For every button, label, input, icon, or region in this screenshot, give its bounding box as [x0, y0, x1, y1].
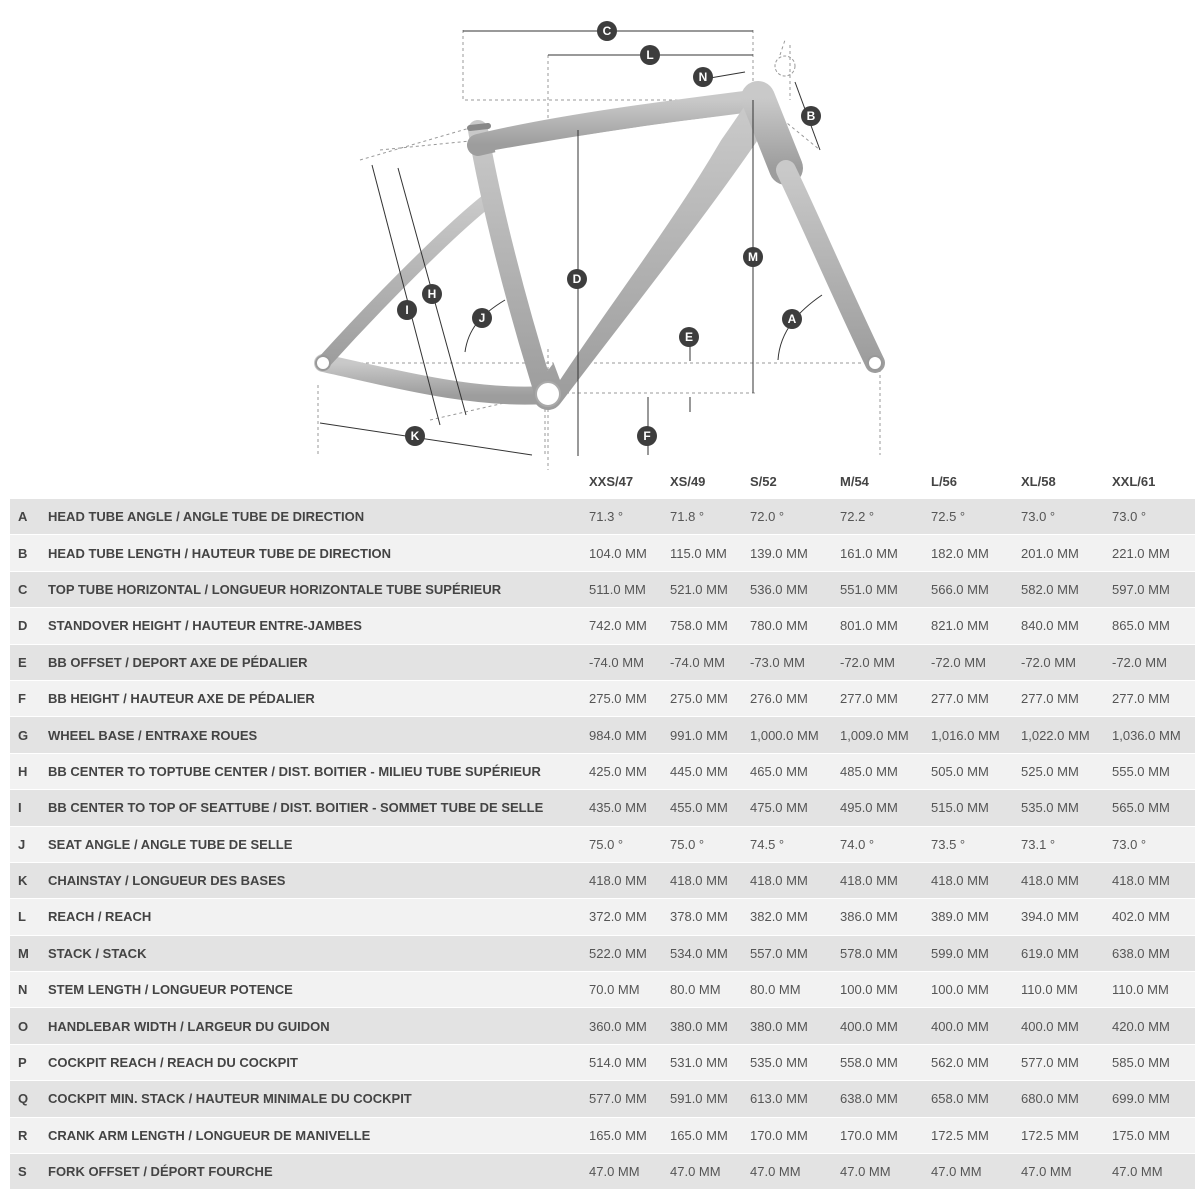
label-n: [693, 67, 713, 87]
row-value: -73.0 MM: [750, 644, 840, 680]
table-row: [10, 1044, 1195, 1080]
row-value: 1,000.0 MM: [750, 717, 840, 753]
label-e: [679, 327, 699, 347]
row-value: 699.0 MM: [1112, 1081, 1195, 1117]
row-value: 511.0 MM: [589, 571, 670, 607]
size-header: XS/49: [670, 473, 706, 489]
table-row: [10, 790, 1195, 826]
row-letter: D: [10, 608, 48, 644]
row-value: 418.0 MM: [840, 862, 931, 898]
row-value: -74.0 MM: [589, 644, 670, 680]
row-value: 115.0 MM: [670, 535, 750, 571]
row-name: STACK / STACK: [48, 935, 589, 971]
row-value: 680.0 MM: [1021, 1081, 1112, 1117]
row-value: 394.0 MM: [1021, 899, 1112, 935]
row-value: 165.0 MM: [589, 1117, 670, 1153]
row-name: COCKPIT REACH / REACH DU COCKPIT: [48, 1044, 589, 1080]
label-j: [472, 308, 492, 328]
row-value: 47.0 MM: [1112, 1154, 1195, 1190]
row-value: 389.0 MM: [931, 899, 1021, 935]
label-a-text: A: [787, 312, 797, 326]
label-h-text: H: [427, 287, 437, 301]
row-value: 72.2 °: [840, 499, 931, 535]
row-letter: K: [10, 862, 48, 898]
row-letter: Q: [10, 1081, 48, 1117]
row-value: 372.0 MM: [589, 899, 670, 935]
row-value: 75.0 °: [670, 826, 750, 862]
label-k: [405, 426, 425, 446]
row-value: -72.0 MM: [931, 644, 1021, 680]
row-value: 577.0 MM: [1021, 1044, 1112, 1080]
row-value: 47.0 MM: [840, 1154, 931, 1190]
table-row: [10, 535, 1195, 571]
row-name: BB CENTER TO TOP OF SEATTUBE / DIST. BOITIER - SOMMET TUBE DE SELLE: [48, 790, 589, 826]
row-value: 562.0 MM: [931, 1044, 1021, 1080]
row-letter: M: [10, 935, 48, 971]
row-value: 801.0 MM: [840, 608, 931, 644]
row-value: 139.0 MM: [750, 535, 840, 571]
row-value: 522.0 MM: [589, 935, 670, 971]
row-value: 182.0 MM: [931, 535, 1021, 571]
row-name: HEAD TUBE LENGTH / HAUTEUR TUBE DE DIRECTION: [48, 535, 589, 571]
row-name: COCKPIT MIN. STACK / HAUTEUR MINIMALE DU COCKPIT: [48, 1081, 589, 1117]
label-c-text: C: [602, 24, 612, 38]
table-row: [10, 1008, 1195, 1044]
row-name: STEM LENGTH / LONGUEUR POTENCE: [48, 972, 589, 1008]
label-f: [637, 426, 657, 446]
row-letter: P: [10, 1044, 48, 1080]
row-name: REACH / REACH: [48, 899, 589, 935]
row-value: 619.0 MM: [1021, 935, 1112, 971]
row-name: FORK OFFSET / DÉPORT FOURCHE: [48, 1154, 589, 1190]
front-dropout: [868, 356, 882, 370]
row-value: 47.0 MM: [670, 1154, 750, 1190]
table-row: [10, 972, 1195, 1008]
row-letter: R: [10, 1117, 48, 1153]
row-value: 161.0 MM: [840, 535, 931, 571]
row-value: 73.1 °: [1021, 826, 1112, 862]
row-value: 277.0 MM: [1021, 680, 1112, 716]
row-name: BB CENTER TO TOPTUBE CENTER / DIST. BOITIER - MILIEU TUBE SUPÉRIEUR: [48, 753, 589, 789]
row-value: 418.0 MM: [931, 862, 1021, 898]
row-value: -72.0 MM: [840, 644, 931, 680]
row-value: 585.0 MM: [1112, 1044, 1195, 1080]
table-row: [10, 499, 1195, 535]
row-letter: N: [10, 972, 48, 1008]
row-value: 577.0 MM: [589, 1081, 670, 1117]
row-letter: H: [10, 753, 48, 789]
label-m: [743, 247, 763, 267]
row-name: CHAINSTAY / LONGUEUR DES BASES: [48, 862, 589, 898]
table-row: [10, 608, 1195, 644]
row-value: -74.0 MM: [670, 644, 750, 680]
geometry-table-body: [10, 499, 1195, 1190]
row-letter: A: [10, 499, 48, 535]
row-value: 73.0 °: [1021, 499, 1112, 535]
row-value: 1,009.0 MM: [840, 717, 931, 753]
row-value: 597.0 MM: [1112, 571, 1195, 607]
row-value: 47.0 MM: [589, 1154, 670, 1190]
label-l: [640, 45, 660, 65]
row-value: 599.0 MM: [931, 935, 1021, 971]
row-value: 485.0 MM: [840, 753, 931, 789]
row-value: 514.0 MM: [589, 1044, 670, 1080]
row-value: 658.0 MM: [931, 1081, 1021, 1117]
row-letter: J: [10, 826, 48, 862]
row-value: 495.0 MM: [840, 790, 931, 826]
row-value: 275.0 MM: [589, 680, 670, 716]
row-value: 445.0 MM: [670, 753, 750, 789]
row-value: 47.0 MM: [1021, 1154, 1112, 1190]
table-row: [10, 826, 1195, 862]
row-value: 425.0 MM: [589, 753, 670, 789]
row-value: 613.0 MM: [750, 1081, 840, 1117]
row-value: 74.5 °: [750, 826, 840, 862]
row-letter: I: [10, 790, 48, 826]
row-value: 558.0 MM: [840, 1044, 931, 1080]
row-value: 47.0 MM: [931, 1154, 1021, 1190]
label-k-text: K: [410, 429, 420, 443]
row-value: 591.0 MM: [670, 1081, 750, 1117]
row-value: 165.0 MM: [670, 1117, 750, 1153]
row-value: 277.0 MM: [840, 680, 931, 716]
row-letter: O: [10, 1008, 48, 1044]
row-value: 840.0 MM: [1021, 608, 1112, 644]
row-value: 565.0 MM: [1112, 790, 1195, 826]
row-name: BB OFFSET / DEPORT AXE DE PÉDALIER: [48, 644, 589, 680]
row-value: 582.0 MM: [1021, 571, 1112, 607]
row-value: 400.0 MM: [1021, 1008, 1112, 1044]
row-value: 536.0 MM: [750, 571, 840, 607]
row-value: 73.0 °: [1112, 826, 1195, 862]
row-value: 80.0 MM: [670, 972, 750, 1008]
row-value: 521.0 MM: [670, 571, 750, 607]
row-value: 276.0 MM: [750, 680, 840, 716]
row-value: 991.0 MM: [670, 717, 750, 753]
label-b-text: B: [806, 109, 816, 123]
row-value: -72.0 MM: [1112, 644, 1195, 680]
frame-geometry-diagram: [0, 0, 1200, 470]
label-j-text: J: [478, 311, 486, 325]
label-d: [567, 269, 587, 289]
row-value: 638.0 MM: [840, 1081, 931, 1117]
row-value: 378.0 MM: [670, 899, 750, 935]
label-d-text: D: [572, 272, 582, 286]
row-value: 73.5 °: [931, 826, 1021, 862]
row-value: 72.0 °: [750, 499, 840, 535]
row-name: STANDOVER HEIGHT / HAUTEUR ENTRE-JAMBES: [48, 608, 589, 644]
row-value: 104.0 MM: [589, 535, 670, 571]
size-header: XL/58: [1021, 473, 1056, 489]
row-value: 71.3 °: [589, 499, 670, 535]
row-value: 360.0 MM: [589, 1008, 670, 1044]
row-value: 535.0 MM: [1021, 790, 1112, 826]
row-value: 74.0 °: [840, 826, 931, 862]
row-value: 172.5 MM: [931, 1117, 1021, 1153]
row-value: 531.0 MM: [670, 1044, 750, 1080]
rear-dropout: [316, 356, 330, 370]
row-name: SEAT ANGLE / ANGLE TUBE DE SELLE: [48, 826, 589, 862]
row-value: 380.0 MM: [670, 1008, 750, 1044]
row-value: 386.0 MM: [840, 899, 931, 935]
size-header: M/54: [840, 473, 869, 489]
table-row: [10, 644, 1195, 680]
row-value: 475.0 MM: [750, 790, 840, 826]
label-b: [801, 106, 821, 126]
row-value: 1,036.0 MM: [1112, 717, 1195, 753]
row-value: 110.0 MM: [1112, 972, 1195, 1008]
row-value: 80.0 MM: [750, 972, 840, 1008]
handlebar-clamp: [775, 56, 795, 76]
label-h: [422, 284, 442, 304]
label-c: [597, 21, 617, 41]
row-value: 400.0 MM: [931, 1008, 1021, 1044]
row-value: 821.0 MM: [931, 608, 1021, 644]
label-e-text: E: [684, 330, 694, 344]
row-value: -72.0 MM: [1021, 644, 1112, 680]
label-i: [397, 300, 417, 320]
table-row: [10, 717, 1195, 753]
row-value: 70.0 MM: [589, 972, 670, 1008]
row-name: WHEEL BASE / ENTRAXE ROUES: [48, 717, 589, 753]
row-value: 780.0 MM: [750, 608, 840, 644]
table-row: [10, 935, 1195, 971]
label-l-text: L: [646, 48, 654, 62]
row-value: 566.0 MM: [931, 571, 1021, 607]
row-value: 418.0 MM: [1112, 862, 1195, 898]
row-value: 75.0 °: [589, 826, 670, 862]
row-value: 525.0 MM: [1021, 753, 1112, 789]
row-value: 984.0 MM: [589, 717, 670, 753]
row-value: 535.0 MM: [750, 1044, 840, 1080]
row-letter: F: [10, 680, 48, 716]
table-row: [10, 1081, 1195, 1117]
size-header: S/52: [750, 473, 777, 489]
row-value: 418.0 MM: [589, 862, 670, 898]
row-value: 638.0 MM: [1112, 935, 1195, 971]
row-letter: C: [10, 571, 48, 607]
size-header: L/56: [931, 473, 958, 489]
row-value: 1,016.0 MM: [931, 717, 1021, 753]
row-value: 100.0 MM: [931, 972, 1021, 1008]
geometry-table: [10, 464, 1195, 1189]
row-value: 175.0 MM: [1112, 1117, 1195, 1153]
row-value: 555.0 MM: [1112, 753, 1195, 789]
label-i-text: I: [405, 303, 409, 317]
row-name: TOP TUBE HORIZONTAL / LONGUEUR HORIZONTALE TUBE SUPÉRIEUR: [48, 571, 589, 607]
row-value: 100.0 MM: [840, 972, 931, 1008]
row-value: 505.0 MM: [931, 753, 1021, 789]
row-value: 455.0 MM: [670, 790, 750, 826]
row-value: 277.0 MM: [1112, 680, 1195, 716]
row-value: 170.0 MM: [840, 1117, 931, 1153]
row-value: 578.0 MM: [840, 935, 931, 971]
row-letter: B: [10, 535, 48, 571]
row-value: 420.0 MM: [1112, 1008, 1195, 1044]
row-value: 382.0 MM: [750, 899, 840, 935]
row-value: 742.0 MM: [589, 608, 670, 644]
row-value: 402.0 MM: [1112, 899, 1195, 935]
row-value: 865.0 MM: [1112, 608, 1195, 644]
row-value: 418.0 MM: [1021, 862, 1112, 898]
row-value: 277.0 MM: [931, 680, 1021, 716]
bike-frame-drawing: [0, 0, 1200, 470]
row-value: 400.0 MM: [840, 1008, 931, 1044]
row-value: 170.0 MM: [750, 1117, 840, 1153]
row-name: BB HEIGHT / HAUTEUR AXE DE PÉDALIER: [48, 680, 589, 716]
row-letter: E: [10, 644, 48, 680]
row-value: 465.0 MM: [750, 753, 840, 789]
row-value: 418.0 MM: [670, 862, 750, 898]
row-name: CRANK ARM LENGTH / LONGUEUR DE MANIVELLE: [48, 1117, 589, 1153]
row-name: HEAD TUBE ANGLE / ANGLE TUBE DE DIRECTION: [48, 499, 589, 535]
row-value: 71.8 °: [670, 499, 750, 535]
label-f-text: F: [643, 429, 651, 443]
row-value: 72.5 °: [931, 499, 1021, 535]
table-row: [10, 1154, 1195, 1190]
row-value: 1,022.0 MM: [1021, 717, 1112, 753]
row-value: 275.0 MM: [670, 680, 750, 716]
table-row: [10, 862, 1195, 898]
label-m-text: M: [748, 250, 758, 264]
label-a: [782, 309, 802, 329]
table-row: [10, 680, 1195, 716]
row-value: 418.0 MM: [750, 862, 840, 898]
row-value: 172.5 MM: [1021, 1117, 1112, 1153]
row-value: 557.0 MM: [750, 935, 840, 971]
row-value: 515.0 MM: [931, 790, 1021, 826]
row-value: 435.0 MM: [589, 790, 670, 826]
row-value: 47.0 MM: [750, 1154, 840, 1190]
label-n-text: N: [698, 70, 708, 84]
row-value: 221.0 MM: [1112, 535, 1195, 571]
table-row: [10, 1117, 1195, 1153]
row-value: 201.0 MM: [1021, 535, 1112, 571]
table-row: [10, 753, 1195, 789]
bottom-bracket: [536, 382, 560, 406]
row-value: 73.0 °: [1112, 499, 1195, 535]
size-header: XXL/61: [1112, 473, 1156, 489]
row-value: 380.0 MM: [750, 1008, 840, 1044]
row-name: HANDLEBAR WIDTH / LARGEUR DU GUIDON: [48, 1008, 589, 1044]
row-value: 758.0 MM: [670, 608, 750, 644]
row-value: 551.0 MM: [840, 571, 931, 607]
size-header: XXS/47: [589, 473, 634, 489]
table-row: [10, 571, 1195, 607]
size-header-row: [10, 464, 1195, 499]
table-row: [10, 899, 1195, 935]
row-value: 110.0 MM: [1021, 972, 1112, 1008]
row-letter: G: [10, 717, 48, 753]
row-value: 534.0 MM: [670, 935, 750, 971]
row-letter: S: [10, 1154, 48, 1190]
row-letter: L: [10, 899, 48, 935]
